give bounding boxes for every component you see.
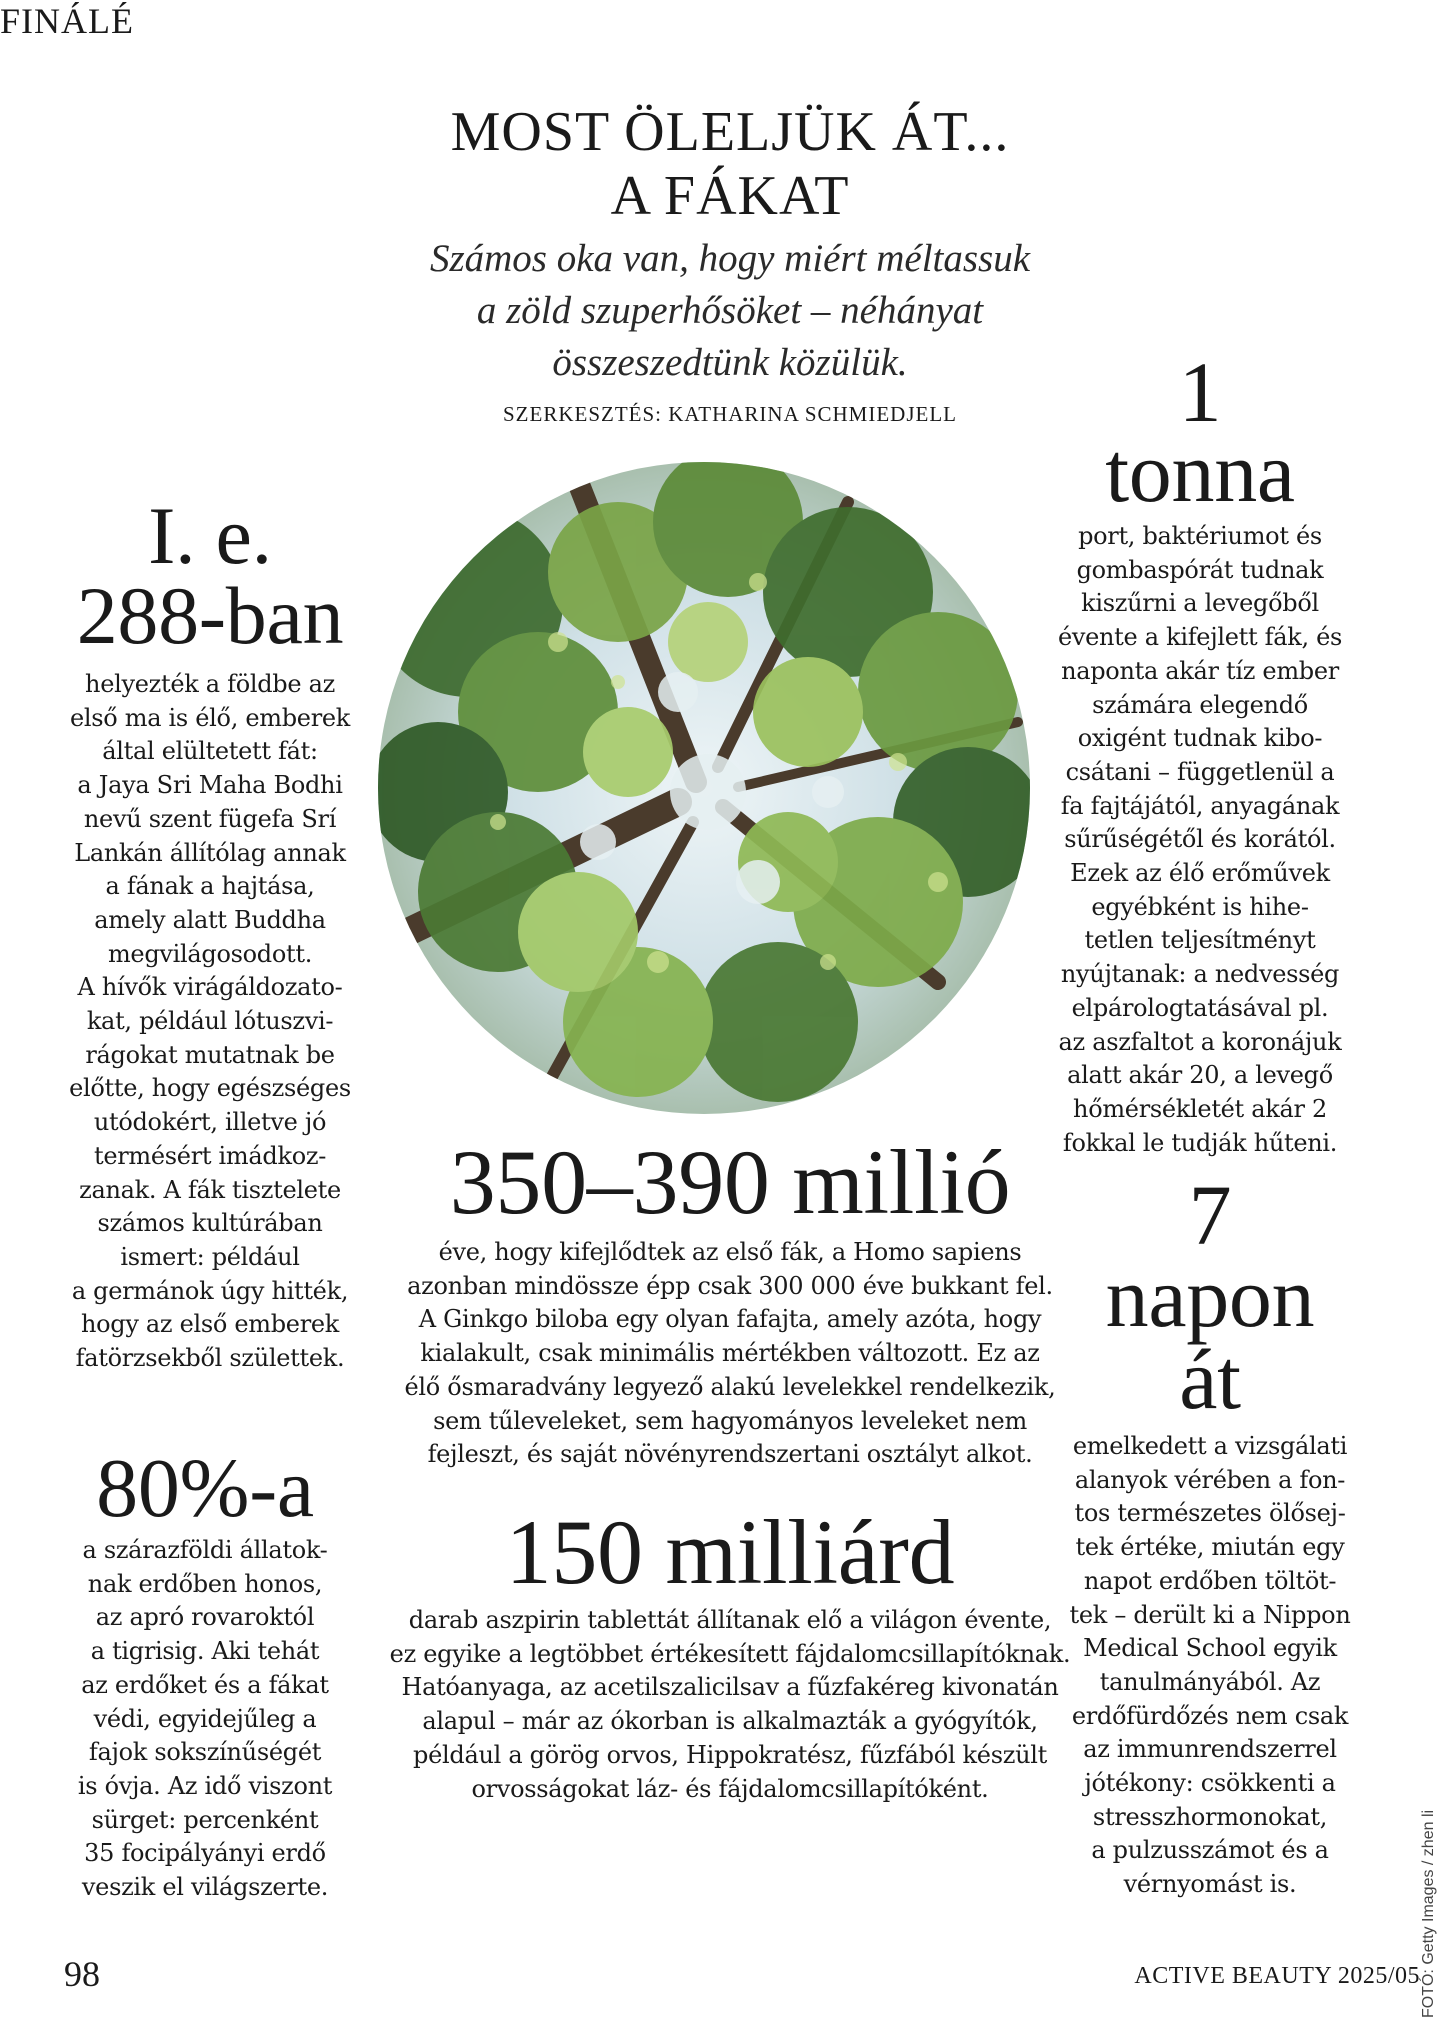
text-line: kialakult, csak minimális mértékben változott. Ez az <box>420 1339 1040 1368</box>
text-line: hogy az első emberek <box>80 1310 340 1339</box>
text-line: alapul – már az ókorban is alkalmazták a gyógyítók, <box>422 1707 1038 1736</box>
headline-line: I. e. <box>148 490 272 581</box>
section-label: FINÁLÉ <box>0 1 134 41</box>
text-line: elpárologtatásával pl. <box>1071 993 1329 1022</box>
fact-days <box>1050 1167 1370 1902</box>
fact-billion-headline <box>330 1500 1130 1604</box>
title-line: A FÁKAT <box>610 165 850 227</box>
text-line: tanulmányából. Az <box>1099 1667 1321 1696</box>
subtitle-line: összeszedtünk közülük. <box>552 341 908 384</box>
text-line: ez egyike a legtöbbet értékesített fájdalomcsillapítóknak. <box>389 1639 1071 1668</box>
text-line: stresszhormonokat, <box>1092 1802 1328 1831</box>
text-line: megvilágosodott. <box>107 939 313 968</box>
fact-ton <box>1040 344 1360 1160</box>
text-line: orvosságokat láz- és fájdalomcsillapítóként. <box>471 1774 989 1803</box>
text-line: veszik el világszerte. <box>81 1873 329 1902</box>
text-line: számára elegendő <box>1092 690 1308 719</box>
text-line: első ma is élő, emberek <box>69 703 351 732</box>
text-line: számos kultúrában <box>97 1209 323 1238</box>
headline-line: 150 milliárd <box>505 1501 955 1603</box>
page-number: 98 <box>64 1954 100 1994</box>
text-line: hőmérsékletét akár 2 <box>1073 1094 1327 1123</box>
text-line: előtte, hogy egészséges <box>69 1074 351 1103</box>
text-line: fatörzsekből születtek. <box>75 1344 345 1373</box>
text-line: gombaspórát tudnak <box>1076 555 1324 584</box>
text-line: sűrűségétől és korától. <box>1064 825 1336 854</box>
headline-line: át <box>1179 1331 1241 1427</box>
text-line: fejleszt, és saját növényrendszertani osztályt alkot. <box>427 1440 1033 1469</box>
text-line: tos természetes ölősej- <box>1074 1499 1346 1528</box>
text-line: A Ginkgo biloba egy olyan fafajta, amely azóta, hogy <box>418 1305 1042 1334</box>
text-line: nak erdőben honos, <box>87 1569 323 1598</box>
text-line: az erdőket és a fákat <box>81 1670 329 1699</box>
text-line: egyébként is hihe- <box>1091 892 1309 921</box>
text-line: tek értéke, miután egy <box>1075 1533 1345 1562</box>
headline-line: 350–390 millió <box>449 1131 1011 1233</box>
text-line: alatt akár 20, a levegő <box>1067 1061 1333 1090</box>
text-line: a tigrisig. Aki tehát <box>90 1637 320 1666</box>
text-line: zanak. A fák tisztelete <box>79 1175 341 1204</box>
text-line: az aszfaltot a koronájuk <box>1058 1027 1342 1056</box>
text-line: fokkal le tudják hűteni. <box>1062 1128 1338 1157</box>
text-line: vérnyomást is. <box>1123 1870 1297 1899</box>
fact-percent-text <box>40 1534 370 1905</box>
subtitle-line: Számos oka van, hogy miért méltassuk <box>429 237 1031 280</box>
text-line: tetlen teljesítményt <box>1084 926 1316 955</box>
fact-days-headline <box>1050 1167 1370 1427</box>
fact-million <box>330 1130 1130 1472</box>
text-line: az apró rovaroktól <box>95 1603 315 1632</box>
tree-canopy-illustration <box>378 462 1030 1114</box>
text-line: a germánok úgy hitték, <box>71 1276 349 1305</box>
text-line: amely alatt Buddha <box>94 905 326 934</box>
headline-line: 7 <box>1188 1167 1232 1263</box>
text-line: Hatóanyaga, az acetilszalicilsav a fűzfakéreg kivonatán <box>401 1673 1059 1702</box>
text-line: erdőfürdőzés nem csak <box>1071 1701 1349 1730</box>
title-line: MOST ÖLELJÜK ÁT... <box>450 101 1010 163</box>
article-title <box>330 100 1130 228</box>
text-line: éve, hogy kifejlődtek az első fák, a Homo sapiens <box>438 1238 1022 1266</box>
fact-days-text <box>1050 1430 1370 1902</box>
text-line: jótékony: csökkenti a <box>1084 1769 1336 1798</box>
text-line: darab aszpirin tablettát állítanak elő a világon évente, <box>408 1606 1052 1634</box>
headline-line: 288-ban <box>76 570 344 661</box>
fact-billion <box>330 1500 1130 1806</box>
fact-year-headline <box>40 490 380 661</box>
subtitle-line: a zöld szuperhősöket – néhányat <box>476 289 984 332</box>
text-line: által elültetett fát: <box>102 737 318 766</box>
text-line: 35 focipályányi erdő <box>84 1839 326 1868</box>
headline-line: napon <box>1105 1249 1315 1345</box>
text-line: oxigént tudnak kibo- <box>1077 724 1323 753</box>
byline: SZERKESZTÉS: KATHARINA SCHMIEDJELL <box>502 402 957 426</box>
text-line: Ezek az élő erőművek <box>1070 859 1330 888</box>
text-line: például a görög orvos, Hippokratész, fűzfából készült <box>413 1740 1047 1769</box>
text-line: nevű szent fügefa Srí <box>83 804 337 833</box>
fact-billion-text <box>330 1604 1130 1806</box>
text-line: a szárazföldi állatok- <box>82 1536 328 1564</box>
headline-line: 1 <box>1178 344 1222 440</box>
text-line: is óvja. Az idő viszont <box>77 1771 333 1800</box>
text-line: kiszűrni a levegőből <box>1081 589 1319 618</box>
text-line: az immunrendszerrel <box>1083 1735 1337 1764</box>
text-line: a Jaya Sri Maha Bodhi <box>77 771 343 800</box>
text-line: Lankán állítólag annak <box>74 838 346 867</box>
text-line: élő ősmaradvány legyező alakú levelekkel rendelkezik, <box>404 1372 1056 1401</box>
fact-percent <box>40 1444 370 1905</box>
text-line: ismert: például <box>120 1242 300 1271</box>
text-line: kat, például lótuszvi- <box>86 1007 334 1036</box>
text-line: nyújtanak: a nedvesség <box>1060 960 1340 989</box>
text-line: termésért imádkoz- <box>94 1141 326 1170</box>
text-line: A hívők virágáldozato- <box>77 973 343 1002</box>
text-line: utódokért, illetve jó <box>93 1108 327 1137</box>
fact-ton-headline <box>1040 344 1360 520</box>
magazine-issue: ACTIVE BEAUTY 2025/05 <box>1134 1963 1420 1989</box>
text-line: védi, egyidejűleg a <box>93 1704 317 1733</box>
text-line: naponta akár tíz ember <box>1061 656 1339 685</box>
fact-million-headline <box>330 1130 1130 1234</box>
text-line: a pulzusszámot és a <box>1091 1836 1329 1865</box>
fact-million-text <box>330 1236 1130 1472</box>
article-subtitle <box>330 233 1130 389</box>
fact-ton-text <box>1040 520 1360 1160</box>
headline-line: tonna <box>1105 424 1295 520</box>
headline-line: 80%-a <box>96 1442 314 1535</box>
fact-year <box>40 490 380 1376</box>
text-line: port, baktériumot és <box>1078 522 1322 550</box>
text-line: évente a kifejlett fák, és <box>1057 623 1343 652</box>
text-line: helyezték a földbe az <box>85 670 335 698</box>
fact-year-text <box>40 668 380 1376</box>
text-line: a fának a hajtása, <box>105 872 315 901</box>
tree-canopy-photo <box>378 462 1030 1114</box>
photo-credit: FOTÓ: Getty Images / zhen li <box>1420 1809 1437 2018</box>
text-line: sürget: percenként <box>91 1805 319 1834</box>
text-line: tek – derült ki a Nippon <box>1069 1600 1351 1629</box>
text-line: alanyok vérében a fon- <box>1074 1465 1346 1494</box>
text-line: sem tűleveleket, sem hagyományos leveleket nem <box>433 1406 1027 1435</box>
text-line: emelkedett a vizsgálati <box>1072 1432 1348 1460</box>
text-line: fajok sokszínűségét <box>88 1738 322 1767</box>
text-line: napot erdőben töltöt- <box>1083 1566 1337 1595</box>
text-line: fa fajtájától, anyagának <box>1060 791 1340 820</box>
text-line: Medical School egyik <box>1083 1634 1337 1663</box>
text-line: rágokat mutatnak be <box>85 1040 335 1069</box>
text-line: azonban mindössze épp csak 300 000 éve bukkant fel. <box>407 1271 1053 1300</box>
text-line: csátani – függetlenül a <box>1065 757 1335 786</box>
fact-percent-headline <box>40 1444 370 1534</box>
